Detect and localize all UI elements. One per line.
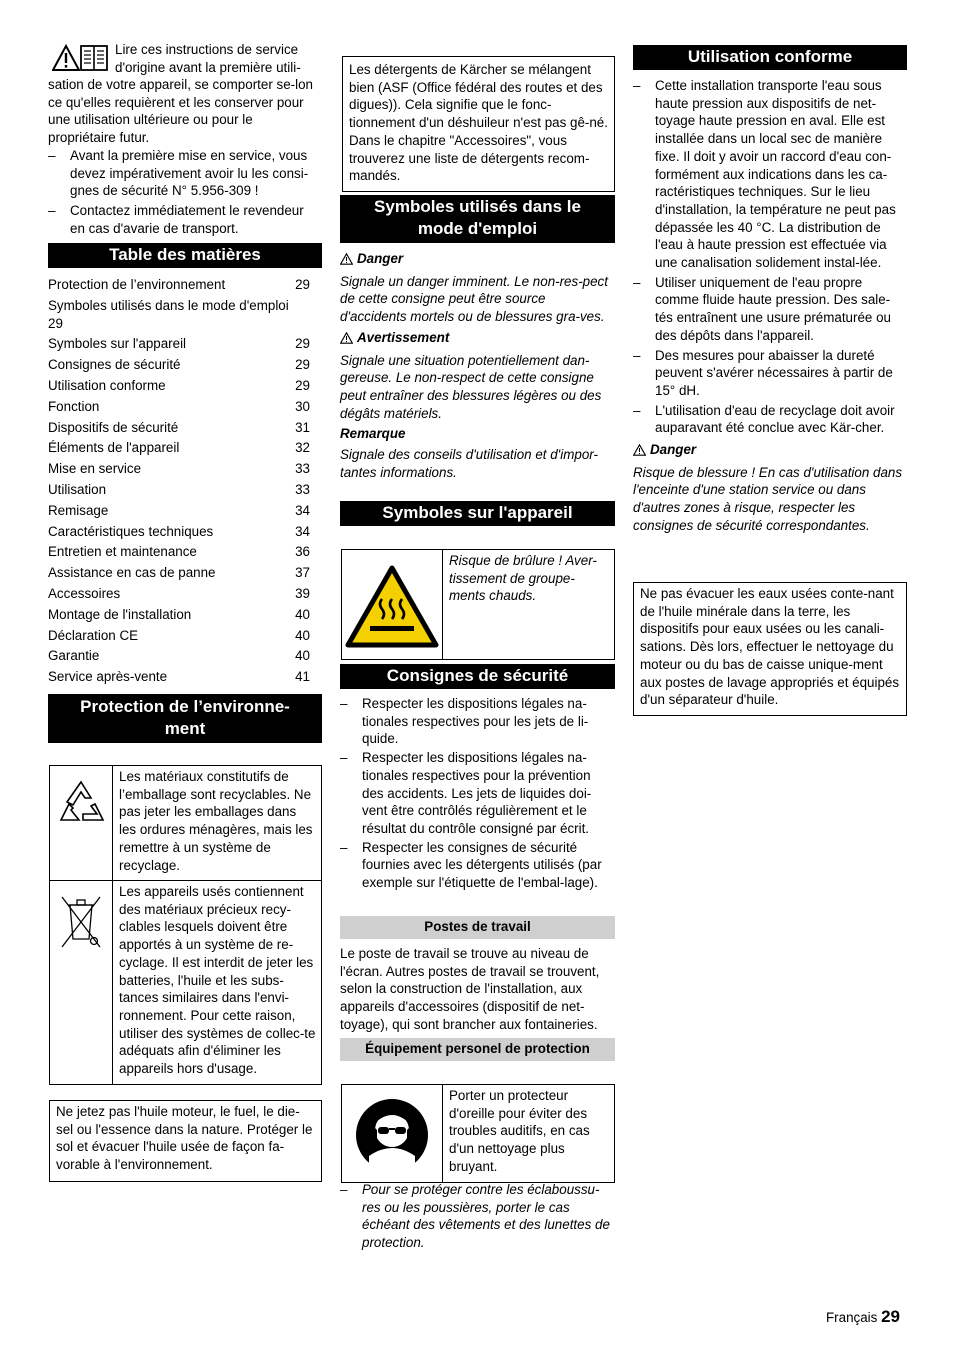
- manual-book-icon: [80, 44, 108, 77]
- toc-heading: Table des matières: [48, 243, 322, 268]
- page-number: 29: [881, 1307, 901, 1326]
- detergent-note: Les détergents de Kärcher se mélangent bien (ASF (Office fédéral des routes et des digues)). Cela signifie que le fonc-tionnement d'un déshuileur n'est pas gê-né. Dans le chapitre "Accessoires", vous trouverez une liste de détergents recom-mandés.: [342, 56, 615, 192]
- ppe-bullet: – Pour se protéger contre les éclaboussu-res ou les poussières, porter le cas échéant des vêtements et des lunettes de protection.: [340, 1181, 615, 1252]
- workstation-text: Le poste de travail se trouve au niveau de l'écran. Autres postes de travail se trouvent, selon la construction de l'installation, aux appareils d'accessoires (dispositif de net-toyage), qui sont brancher aux fontaineries.: [340, 946, 600, 1032]
- hot-surface-table: [341, 549, 615, 660]
- ppe-table: [341, 1084, 615, 1183]
- warning-description: Signale une situation potentiellement dan-gereuse. Le non-respect de cette consigne peut entraîner des blessures légères ou des dégâts matériels.: [340, 352, 602, 421]
- toc-entry[interactable]: Mise en service 33: [48, 461, 310, 477]
- toc-entry[interactable]: Accessoires 39: [48, 585, 310, 601]
- warning-triangle-icon: [340, 331, 353, 349]
- intro-text: sation de votre appareil, se comporter se-lon ce qu'elles requièrent et les conserver pour une utilisation ultérieure ou pour le propriétaire futur.: [48, 77, 313, 146]
- environment-row: [49, 765, 322, 881]
- remark-label: Remarque: [340, 426, 406, 442]
- old-appliances-text: Les appareils usés contiennent des matériaux précieux recy-clables lesquels doivent être apportés à un système de re-cyclage. Il est interdit de jeter les batteries, l'huile et les subs-tances similaires dans l'envi-ronnement. Pour cette raison, utiliser des systèmes de collec-te adéquats afin d'éliminer les appareils hors d'usage.: [119, 884, 316, 1077]
- environment-table: [49, 765, 322, 1085]
- oil-disposal-note: Ne jetez pas l'huile moteur, le fuel, le die-sel ou l'essence dans la nature. Protéger le sol et évacuer l'huile usée de façon fa-vorable à l'environnement.: [49, 1100, 322, 1182]
- warning-triangle-icon: [52, 44, 80, 77]
- workstation-heading: Postes de travail: [340, 916, 615, 939]
- page-footer: [826, 1308, 900, 1327]
- toc-entry[interactable]: Assistance en cas de panne 37: [48, 565, 310, 581]
- intro-bullet: – Avant la première mise en service, vous devez impérativement avoir lu les consi-gnes de sécurité N° 5.956-309 !: [48, 147, 322, 200]
- symbols-explanations: [340, 250, 615, 481]
- device-symbols-heading: Symboles sur l'appareil: [340, 501, 615, 526]
- warning-triangle-icon: [340, 252, 353, 270]
- danger-description: Signale un danger imminent. Le non-res-pect de cette consigne peut être source d'accidents mortels ou de blessures gra-ves.: [340, 273, 608, 325]
- toc-entry[interactable]: Entretien et maintenance 36: [48, 544, 310, 560]
- toc-entry[interactable]: Symboles sur l'appareil 29: [48, 336, 310, 352]
- safety-bullet: – Respecter les dispositions légales na-tionales respectives pour la prévention des accidents. Les jets de liquides doi-vent être contrôlés régulièrement et le résultat du contrôle consigné par écrit.: [340, 749, 615, 838]
- danger-description: Risque de blessure ! En cas d'utilisation dans l'enceinte d'une station service ou dans d'autres zones à risque, respecter les consignes de sécurité correspondantes.: [633, 464, 903, 533]
- safety-bullet: – Respecter les consignes de sécurité fournies avec les détergents utilisés (par exemple sur l'étiquette de l'embal-lage).: [340, 839, 615, 892]
- danger-label: Danger: [340, 250, 615, 270]
- toc-entry[interactable]: Utilisation 33: [48, 481, 310, 497]
- toc-entry[interactable]: Caractéristiques techniques 34: [48, 523, 310, 539]
- toc-entry[interactable]: Service après-vente 41: [48, 669, 310, 685]
- safety-bullet: – Respecter les dispositions légales na-tionales respectives pour les jets de li-quide.: [340, 695, 615, 748]
- hearing-protection-text: Porter un protecteur d'oreille pour éviter des troubles auditifs, en cas d'un nettoyage plus bruyant.: [449, 1088, 590, 1174]
- intended-use-bullets: [633, 77, 907, 535]
- toc-entry[interactable]: Dispositifs de sécurité 31: [48, 419, 310, 435]
- packaging-recycling-text: Les matériaux constitutifs de l’emballage sont recyclables. Ne pas jeter les emballages dans les ordures ménagères, mais les remettre à un système de recyclage.: [119, 769, 313, 873]
- use-bullet: – Utiliser uniquement de l'eau propre comme fluide haute pression. Des sale-tés entraînent une usure prématurée ou des dépôts dans l'appareil.: [633, 274, 907, 345]
- ppe-heading: Équipement personel de protection: [340, 1038, 615, 1061]
- toc-entry[interactable]: Garantie 40: [48, 648, 310, 664]
- table-of-contents: [48, 275, 322, 688]
- wastewater-note: Ne pas évacuer les eaux usées conte-nant de l'huile minérale dans la terre, les dispositifs pour eaux usées ou les canali-sations. Dès lors, effectuer le nettoyage du moteur ou du bas de caisse unique-ment aux postes de lavage appropriés et équipés d'un séparateur d'huile.: [633, 582, 907, 716]
- toc-entry[interactable]: Symboles utilisés dans le mode d'emploi 29: [48, 297, 289, 331]
- use-bullet: – L'utilisation d'eau de recyclage doit avoir auparavant été conclue avec Kär-cher.: [633, 402, 907, 437]
- intended-use-heading: Utilisation conforme: [633, 45, 907, 70]
- toc-entry[interactable]: Déclaration CE 40: [48, 627, 310, 643]
- intro-bullet: – Contactez immédiatement le revendeur en cas d'avarie de transport.: [48, 202, 322, 237]
- use-bullet: – Des mesures pour abaisser la dureté peuvent s'avérer nécessaires à partir de 15° dH.: [633, 347, 907, 400]
- toc-entry[interactable]: Fonction 30: [48, 398, 310, 414]
- safety-heading: Consignes de sécurité: [340, 664, 615, 689]
- warning-triangle-icon: [633, 443, 646, 461]
- use-bullet: – Cette installation transporte l'eau sous haute pression aux dispositifs de net-toyage haute pression en aval. Elle est installée dans un local sec de manière fixe. Il doit y avoir un raccord d'eau con-formément aux indications dans les ca-ractéristiques techniques. Sur le lieu d'installation, la température ne peut pas dépassée les 40 °C. La distribution de l'eau à haute pression est effectuée via une canalisation solidement instal-lée.: [633, 77, 907, 272]
- crossed-bin-icon: [50, 881, 113, 1084]
- ear-eye-protection-icon: [342, 1085, 443, 1182]
- danger-label: Danger: [633, 441, 907, 461]
- remark-description: Signale des conseils d'utilisation et d'impor-tantes informations.: [340, 447, 598, 480]
- symbols-heading: Symboles utilisés dans le mode d'emploi: [340, 195, 615, 243]
- toc-entry[interactable]: Consignes de sécurité 29: [48, 357, 310, 373]
- toc-entry[interactable]: Éléments de l'appareil 32: [48, 440, 310, 456]
- intro-line-2: d'origine avant la première utili-: [115, 59, 301, 75]
- safety-bullets: [340, 695, 615, 892]
- recycling-icon: [50, 766, 113, 880]
- hot-surface-icon: [342, 550, 443, 659]
- environment-heading: Protection de l’environne-ment: [48, 694, 322, 743]
- toc-entry[interactable]: Protection de l’environnement 29: [48, 277, 310, 292]
- toc-entry[interactable]: Remisage 34: [48, 502, 310, 518]
- burn-risk-text: Risque de brûlure ! Aver-tissement de groupe-ments chauds.: [449, 553, 597, 604]
- intro-line-1: Lire ces instructions de service: [115, 42, 299, 57]
- warning-label: Avertissement: [340, 329, 615, 349]
- toc-entry[interactable]: Montage de l'installation 40: [48, 606, 310, 622]
- environment-row: [49, 881, 322, 1085]
- intro-block: [48, 41, 322, 237]
- toc-entry[interactable]: Utilisation conforme 29: [48, 377, 310, 393]
- footer-language: Français: [826, 1310, 878, 1325]
